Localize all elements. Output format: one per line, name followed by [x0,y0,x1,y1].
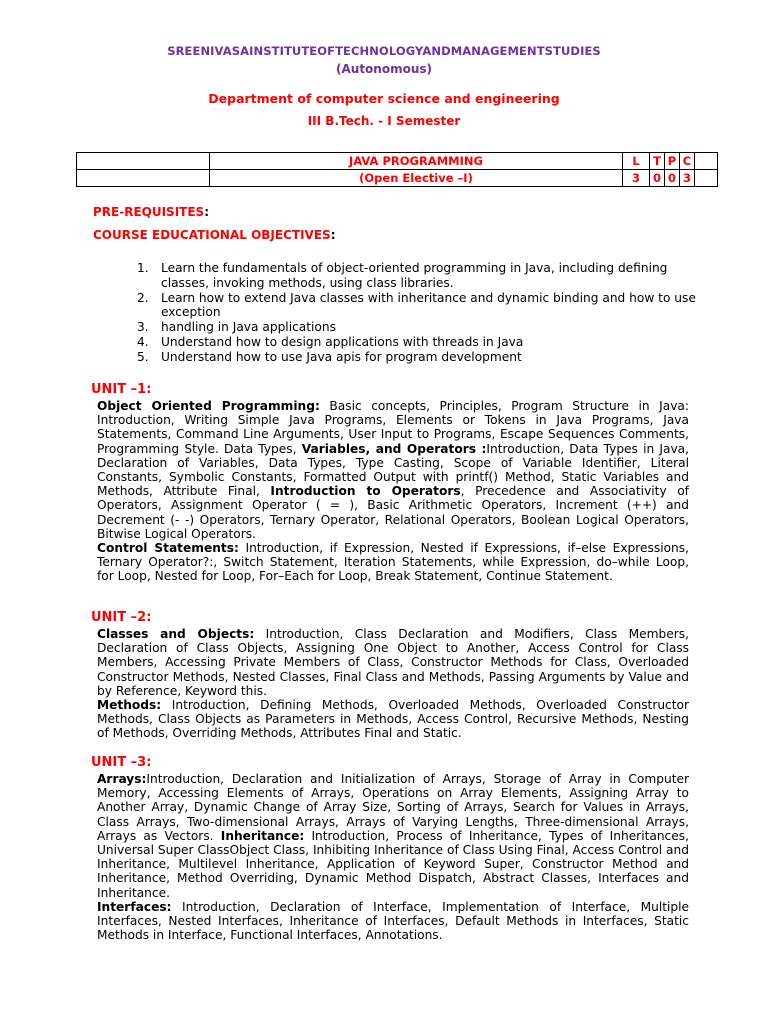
item-number: 3. [137,320,149,335]
header-c: C [680,153,695,170]
institute-name: SREENIVASAINSTITUTEOFTECHNOLOGYANDMANAGEMENTSTUDIES [167,44,601,58]
item-number: 1. [137,261,149,275]
topic-heading: Variables, and Operators : [301,441,487,456]
item-text: Learn the fundamentals of object-oriented programming in Java, including defining classes, invoking methods, using class libraries. [161,261,668,290]
topic-heading: Control Statements: [97,541,239,556]
topic-heading: Introduction to Operators [270,484,461,499]
objectives-label: COURSE EDUCATIONAL OBJECTIVES [93,228,331,242]
item-text: Understand how to design applications with threads in Java [161,334,524,349]
header-t: T [650,153,665,170]
heading-colon: : [204,205,210,219]
department-name: Department of computer science and engineering [208,91,560,106]
course-table-row [77,170,718,187]
topic-text: Introduction, if Expression, Nested if Expressions, if–else Expressions, Ternary Operator?:, Switch Statement, Iteration Statements, while Expression, do–while Loop, for Loop, Nested for Loop, For–Each for Loop, Break Statement, Continue Statement. [97,541,690,584]
course-title: JAVA PROGRAMMING [210,153,623,170]
unit-2-title: UNIT –2: [91,610,152,625]
value-l: 3 [623,170,650,187]
value-c: 3 [680,170,695,187]
topic-heading: Object Oriented Programming: [97,399,320,413]
empty-cell [77,153,210,170]
value-p: 0 [665,170,680,187]
course-table [76,152,718,187]
empty-cell [695,153,718,170]
prerequisites-heading [93,205,209,219]
unit-paragraph [97,900,689,943]
semester-label: III B.Tech. - I Semester [307,114,461,128]
topic-heading: Inheritance: [220,828,305,843]
course-table-row [77,153,718,170]
topic-text: , Precedence and Associativity of Operators, Assignment Operator ( = ), Basic Arithmetic Operators, Increment (++) and Decrement (- -) Operators, Ternary Operator, Relational Operators, Boolean Logical Operators, Bitwise Logical Operators. [97,484,689,541]
unit-paragraph [97,541,689,584]
topic-heading: Arrays: [97,772,147,786]
topic-text: Basic concepts, Principles, Program Structure in Java: Introduction, Writing Simple Java Programs, Elements or Tokens in Java Programs, Java Statements, Command Line Arguments, User Input to Programs, Escape Sequences Comments, Programming Style. Data Types, [97,399,690,456]
item-text: Learn how to extend Java classes with inheritance and dynamic binding and how to use exception [161,290,696,320]
topic-text: Introduction, Declaration of Interface, Implementation of Interface, Multiple Interfaces, Nested Interfaces, Inheritance of Interfaces, Default Methods in Interfaces, Static Methods in Interface, Functional Interfaces, Annotations. [97,899,689,943]
topic-text: Introduction, Class Declaration and Modifiers, Class Members, Declaration of Class Objects, Assigning One Object to Another, Access Control for Class Members, Accessing Private Members of Class, Constructor Methods for Class, Overloaded Constructor Methods, Nested Classes, Final Class and Methods, Passing Arguments by Value and by Reference, Keyword this. [97,627,689,698]
empty-cell [77,170,210,187]
item-number: 5. [137,349,149,364]
topic-heading: Interfaces: [97,899,172,914]
unit-2-content [97,627,689,741]
unit-paragraph [97,399,689,541]
item-number: 2. [137,290,149,305]
item-text: handling in Java applications [161,320,336,335]
unit-paragraph [97,627,689,698]
value-t: 0 [650,170,665,187]
objectives-list [137,261,701,365]
unit-paragraph [97,698,689,741]
item-text: Understand how to use Java apis for program development [161,349,522,364]
topic-heading: Classes and Objects: [97,627,255,641]
topic-text: Introduction, Process of Inheritance, Types of Inheritances, Universal Super ClassObject Class, Inhibiting Inheritance of Class Using Final, Access Control and Inheritance, Multilevel Inheritance, Application of Keyword Super, Constructor Method and Inheritance, Method Overriding, Dynamic Method Dispatch, Abstract Classes, Interfaces and Inheritance. [97,828,689,900]
unit-3-content [97,772,689,942]
unit-1-title: UNIT –1: [91,382,152,397]
unit-1-content [97,399,689,584]
prerequisites-label: PRE-REQUISITES [93,205,205,219]
list-item [137,261,701,291]
list-item [137,290,701,321]
header-p: P [665,153,680,170]
objectives-heading [93,228,336,242]
list-item [137,320,701,335]
course-subtitle: (Open Elective –I) [210,170,623,187]
header-l: L [623,153,650,170]
list-item [137,349,701,365]
unit-paragraph [97,772,689,900]
topic-text: Introduction, Data Types in Java, Declaration of Variables, Data Types, Type Casting, Scope of Variable Identifier, Literal Constants, Symbolic Constants, Formatted Output with printf() Method, Static Variables and Methods, Attribute Final, [97,441,690,499]
autonomous-label: (Autonomous) [336,62,432,76]
empty-cell [695,170,718,187]
topic-heading: Methods: [97,698,162,713]
list-item [137,334,701,350]
unit-3-title: UNIT –3: [91,755,152,770]
heading-colon: : [330,228,336,242]
topic-text: Introduction, Declaration and Initialization of Arrays, Storage of Array in Computer Memory, Accessing Elements of Arrays, Operations on Array Elements, Assigning Array to Another Array, Dynamic Change of Array Size, Sorting of Arrays, Search for Values in Arrays, Class Arrays, Two-dimensional Arrays, Arrays of Varying Lengths, Three-dimensional Arrays, Arrays as Vectors. [97,772,689,843]
topic-text: Introduction, Defining Methods, Overloaded Methods, Overloaded Constructor Methods, Class Objects as Parameters in Methods, Access Control, Recursive Methods, Nesting of Methods, Overriding Methods, Attributes Final and Static. [97,698,689,741]
item-number: 4. [137,334,149,349]
